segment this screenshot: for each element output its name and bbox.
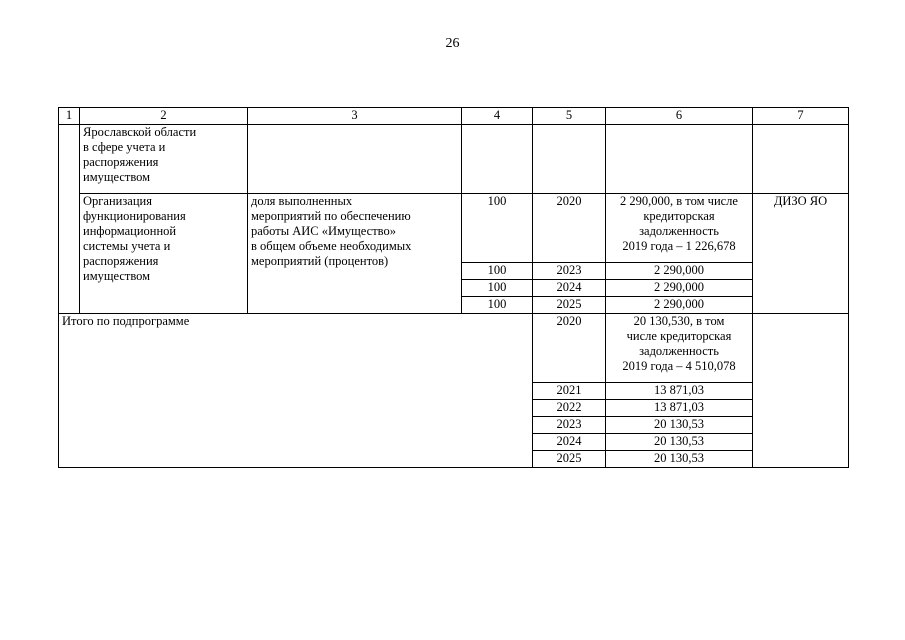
activity-name: Организация функционирования информационной системы учета и распоряжения имуществом [80,194,248,314]
amount-cell: 13 871,03 [606,383,753,400]
indicator-value: 100 [462,194,533,263]
empty-cell [248,125,462,194]
header-cell: 3 [248,108,462,125]
activity-row [59,194,849,263]
header-cell: 6 [606,108,753,125]
year-cell: 2020 [533,194,606,263]
header-row [59,108,849,125]
year-cell: 2021 [533,383,606,400]
activity-indicator: доля выполненных мероприятий по обеспечению работы АИС «Имущество» в общем объеме необходимых мероприятий (процентов) [248,194,462,314]
header-cell: 7 [753,108,849,125]
empty-cell [533,125,606,194]
header-cell: 5 [533,108,606,125]
continuation-row [59,125,849,194]
empty-cell [753,314,849,468]
continuation-text: Ярославской области в сфере учета и распоряжения имуществом [80,125,248,194]
amount-cell: 2 290,000, в том числе кредиторская задолженность 2019 года – 1 226,678 [606,194,753,263]
subprogram-table [58,107,849,468]
year-cell: 2020 [533,314,606,383]
year-cell: 2024 [533,280,606,297]
year-cell: 2024 [533,434,606,451]
year-cell: 2023 [533,417,606,434]
year-cell: 2023 [533,263,606,280]
amount-cell: 20 130,53 [606,451,753,468]
empty-cell [606,125,753,194]
page-number: 26 [445,36,460,51]
year-cell: 2025 [533,451,606,468]
amount-cell: 2 290,000 [606,280,753,297]
amount-cell: 20 130,53 [606,417,753,434]
year-cell: 2022 [533,400,606,417]
total-label: Итого по подпрограмме [59,314,533,468]
empty-cell [753,125,849,194]
header-cell: 2 [80,108,248,125]
amount-cell: 20 130,53 [606,434,753,451]
indicator-value: 100 [462,280,533,297]
amount-cell: 13 871,03 [606,400,753,417]
total-row [59,314,849,383]
indicator-value: 100 [462,297,533,314]
amount-cell: 2 290,000 [606,297,753,314]
empty-cell [462,125,533,194]
row-number-cell [59,125,80,314]
header-cell: 4 [462,108,533,125]
indicator-value: 100 [462,263,533,280]
year-cell: 2025 [533,297,606,314]
amount-cell: 2 290,000 [606,263,753,280]
executor-cell: ДИЗО ЯО [753,194,849,314]
header-cell: 1 [59,108,80,125]
amount-cell: 20 130,530, в том числе кредиторская задолженность 2019 года – 4 510,078 [606,314,753,383]
